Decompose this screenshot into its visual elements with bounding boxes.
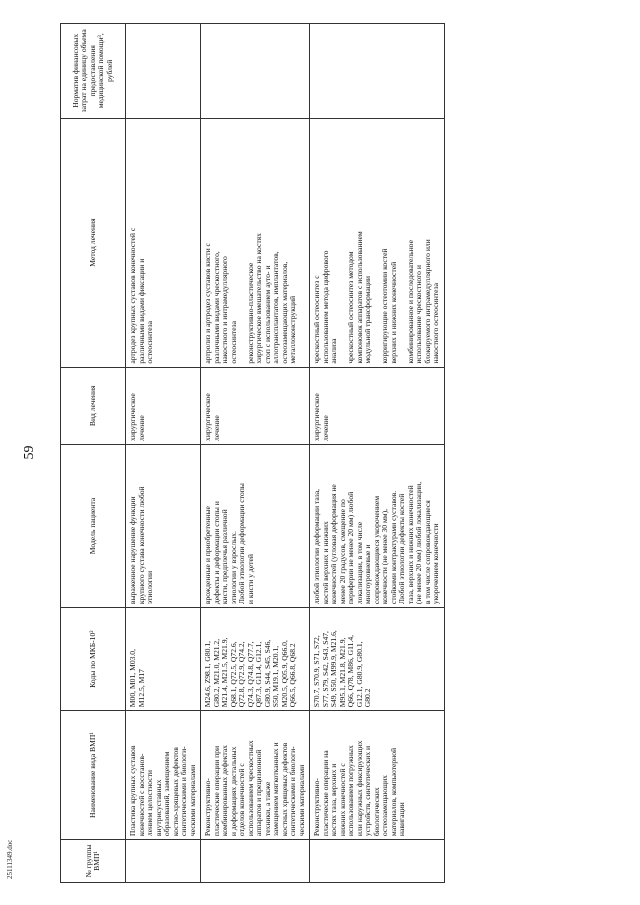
table-row [201,24,310,883]
cell-treatment-type: хирургическое лечение [201,367,310,444]
table-row [126,24,201,883]
cell-vmp-type: Реконструктивно- пластические операции на костях таза, верхних и нижних конечностей с использованием погружных или наружных фиксирующих устройств, синтетических и биологических остеозамещающих материалов, компьютерной навигации [310,711,445,840]
header-icd-codes: Коды по МКБ-10² [61,608,126,711]
cell-treatment-type: хирургическое лечение [126,367,201,444]
cell-treatment-type: хирургическое лечение [310,367,445,444]
table-row [310,24,445,883]
cell-treatment-method: чрескостный остеосинтез с использованием метода цифрового анализа чрескостный остеосинтез методом компоновок аппаратов с использованием модульной трансформации корригирующие остеотомии костей верхних и нижних конечностей комбинированное и последовательное использование чрескостного и блокируемого интрамедуллярного или накостного остеосинтеза [310,118,445,367]
cell-group-number [126,840,201,883]
cell-cost-standard [310,24,445,119]
cell-treatment-method: артролиз и артродез суставов кисти с различными видами чрескостного, накостного и интрамедуллярного остеосинтеза реконструктивно-пластическое хирургическое вмешательство на костях стоп с использованием ауто- и аллотрансплантатов, имплантатов, остеозамещающих материалов, металлоконструкций [201,118,310,367]
cell-vmp-type: Реконструктивно- пластические операции при комбинированных дефектах и деформациях дистальных отделов конечностей с использованием чрескостных аппаратов и прецизионной техники, а также замещением мягкотканных и костных хрящевых дефектов синтетическими и биологи- ческими материалами [201,711,310,840]
header-treatment-type: Вид лечения [61,367,126,444]
vmp-table [60,23,445,883]
cell-patient-model: любой этиологии деформации таза, костей верхних и нижних конечностей (угловая деформация не менее 20 градусов, смещение по периферии не менее 20 мм) любой локализации, в том числе многоуровневые и сопровождающиеся укорочением конечности (не менее 30 мм), стойкими контрактурами суставов. Любой этиологии дефекты костей таза, верхних и нижних конечностей (не менее 20 мм) любой локализации, в том числе сопровождающиеся укорочением конечности [310,444,445,607]
cell-group-number [201,840,310,883]
cell-patient-model: выраженное нарушение функции крупного сустава конечности любой этиологии [126,444,201,607]
cell-vmp-type: Пластика крупных суставов конечностей с восстанов- лением целостности внутрисуставных образований, замещением костно-хрящевых дефектов синтетическими и биологи- ческими материалами [126,711,201,840]
header-patient-model: Модель пациента [61,444,126,607]
cell-group-number [310,840,445,883]
cell-icd-codes: S70.7, S70.9, S71, S72, S77, S79, S42, S43, S47, S49, S50, M99.9, M21.6, M95.1, M21.8, M21.9, Q66, Q78, M86, G11.4, G12.1, G80.9, G80.1, G80.2 [310,608,445,711]
cell-patient-model: врожденные и приобретенные дефекты и деформации стопы и кисти, предплечья различной этиологии у взрослых. Любой этиологии деформации стопы и кисти у детей [201,444,310,607]
footer-filename: 25111349.doc [6,839,14,879]
cell-icd-codes: M00, M01, M03.0, M12.5, M17 [126,608,201,711]
cell-cost-standard [126,24,201,119]
cell-icd-codes: M24.6, Z98.1, G80.1, G80.2, M21.0, M21.2, M21.4, M21.5, M21.9, Q68.1, Q72.5, Q72.6, Q72.8, Q72.9, Q74.2, Q74.3, Q74.8, Q77.7, Q87.3, G11.4, G12.1, G80.9, S44, S45, S46, S50, M19.1, M20.1, M20.5, Q05.9, Q66.0, Q66.5, Q66.8, Q68.2 [201,608,310,711]
header-cost-standard: Норматив финансовых затрат на единицу объема предоставления медицинской помощи³, рублей [61,24,126,119]
cell-cost-standard [201,24,310,119]
table-header-row [61,24,126,883]
header-vmp-type: Наименование вида ВМП¹ [61,711,126,840]
cell-treatment-method: артродез крупных суставов конечностей с различными видами фиксации и остеосинтеза [126,118,201,367]
header-group-number: № группы ВМП¹ [61,840,126,883]
page-number: 59 [22,445,37,460]
header-treatment-method: Метод лечения [61,118,126,367]
